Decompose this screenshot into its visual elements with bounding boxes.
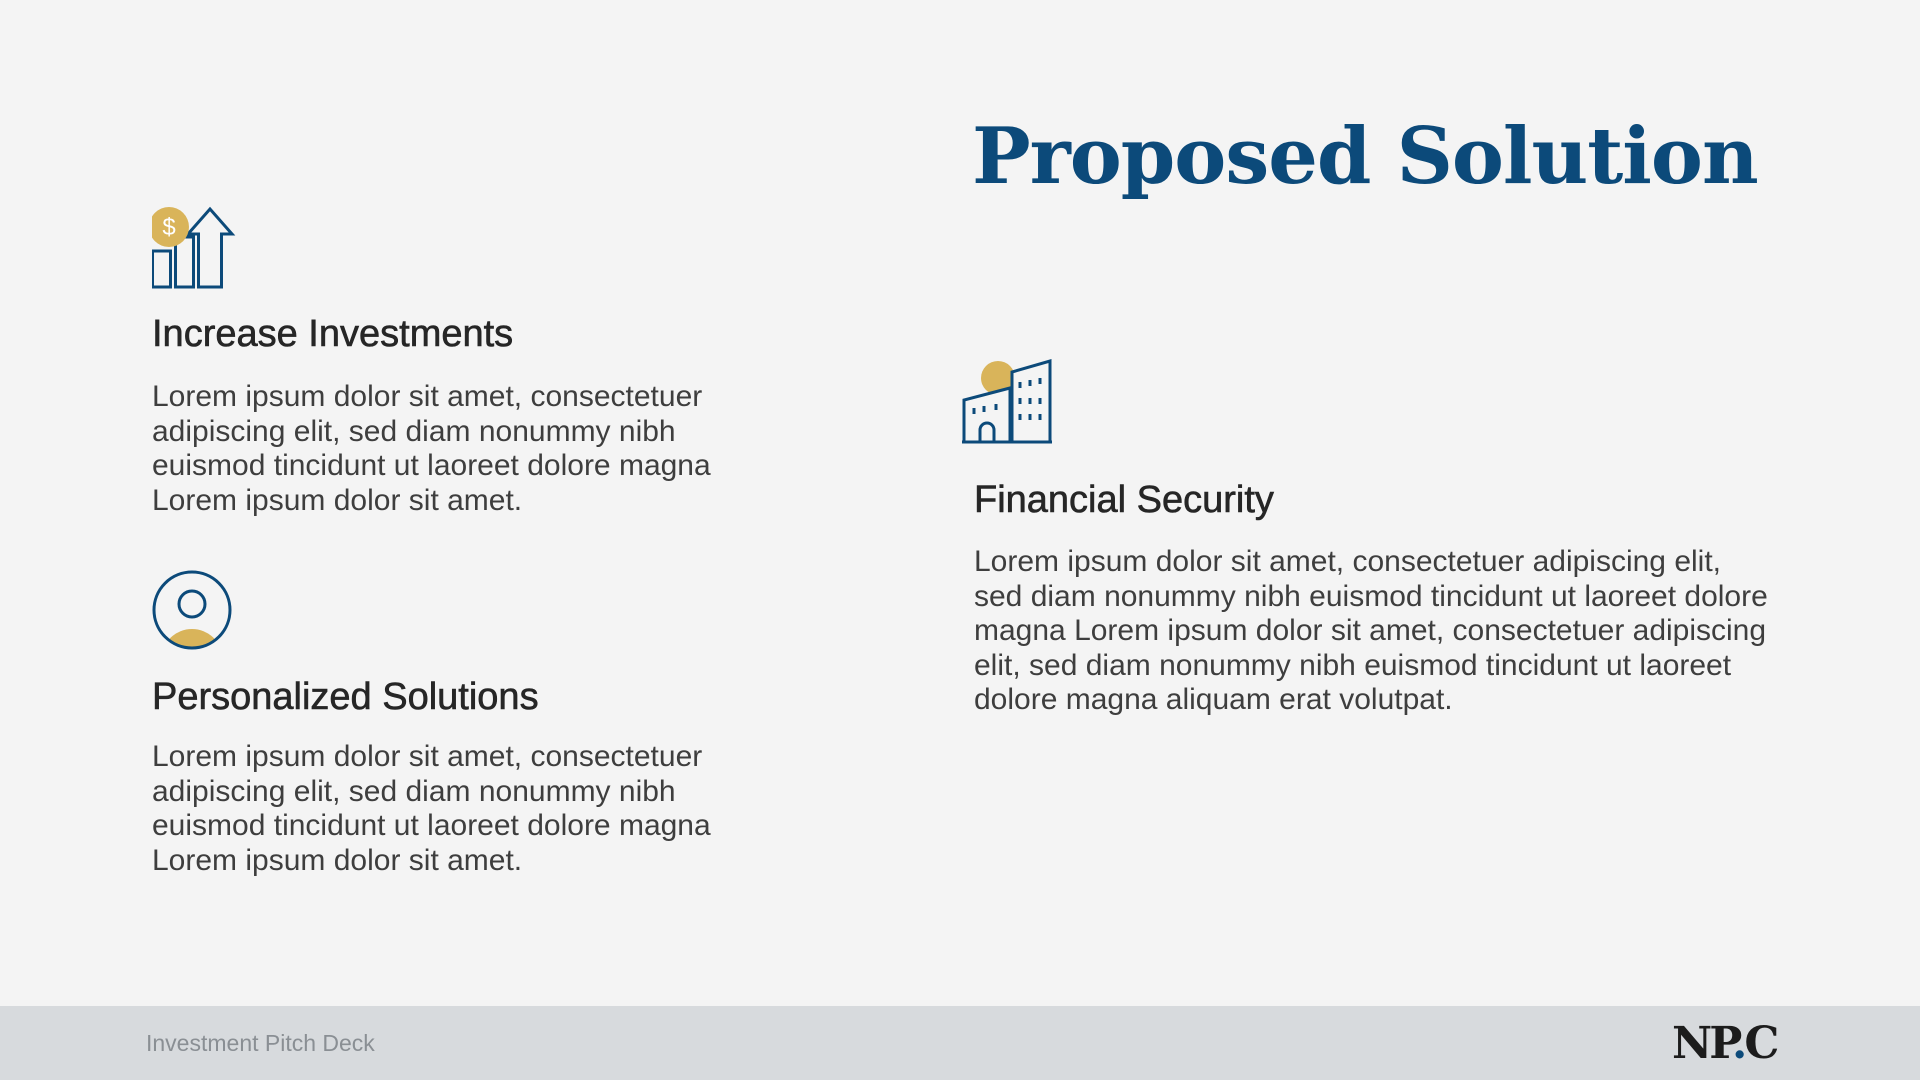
company-logo [1672, 1020, 1776, 1068]
logo-dot: . [1732, 1018, 1745, 1069]
slide-title: Proposed Solution [972, 111, 1758, 202]
dollar-symbol: $ [162, 214, 176, 241]
feature-body: Lorem ipsum dolor sit amet, consectetuer adipiscing elit, sed diam nonummy nibh euismod tincidunt ut laoreet dolore magna Lorem ipsum dolor sit amet. [152, 740, 711, 877]
logo-text-right: C [1744, 1018, 1777, 1069]
buildings-icon [962, 358, 1052, 448]
feature-heading: Increase Investments [152, 313, 514, 355]
feature-body: Lorem ipsum dolor sit amet, consectetuer adipiscing elit, sed diam nonummy nibh euismod tincidunt ut laoreet dolore magna Lorem ipsum dolor sit amet. [152, 380, 711, 517]
deck-name: Investment Pitch Deck [146, 1030, 375, 1056]
feature-body: Lorem ipsum dolor sit amet, consectetuer adipiscing elit, sed diam nonummy nibh euismod tincidunt ut laoreet dolore magna Lorem ipsum dolor sit amet, consectetuer adipiscing elit, sed diam nonummy nibh euismod tincidunt ut laoreet dolore magna aliquam erat volutpat. [974, 545, 1768, 716]
feature-heading: Financial Security [974, 479, 1274, 521]
user-circle-icon [152, 568, 242, 658]
investment-growth-icon [152, 205, 242, 295]
logo-text-left: NP [1672, 1018, 1733, 1069]
feature-heading: Personalized Solutions [152, 676, 539, 718]
footer-bar [0, 1006, 1920, 1080]
